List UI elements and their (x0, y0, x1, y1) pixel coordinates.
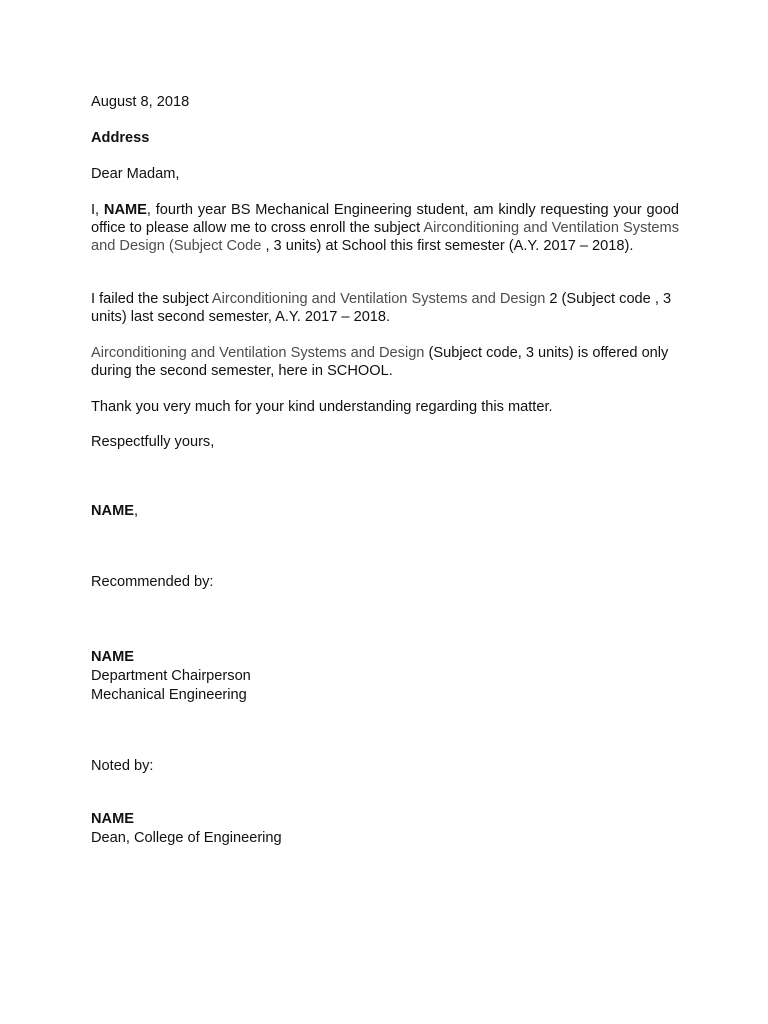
subject-name: Airconditioning and Ventilation Systems and Design (91, 220, 679, 254)
para1-text: , fourth year BS Mechanical Engineering student, am kindly requesting your good office to please allow me to cross enroll the subject (91, 202, 679, 236)
noter-title: Dean, College of Engineering (91, 830, 282, 846)
sender-suffix: , (133, 503, 139, 519)
salutation: Dear Madam, (91, 166, 180, 182)
paragraph-offered (91, 344, 679, 380)
paragraph-request (91, 201, 679, 255)
address-label: Address (91, 130, 150, 146)
noted-label: Noted by: (91, 758, 154, 774)
subject-name: Airconditioning and Ventilation Systems and Design (211, 291, 546, 307)
recommended-label: Recommended by: (91, 574, 214, 590)
student-name: NAME (103, 202, 147, 218)
noter-name: NAME (91, 811, 134, 827)
subject-name: Airconditioning and Ventilation Systems and Design (91, 345, 425, 361)
para2-text: I failed the subject (91, 291, 212, 307)
sender-signature (91, 502, 679, 520)
para3-text: (Subject code, 3 units) is offered only during the second semester, here in SCHOOL. (91, 345, 669, 379)
para1-text-end: , 3 units) at School this first semester (A.Y. 2017 – 2018). (265, 238, 634, 254)
noter-block (91, 810, 679, 847)
paragraph-failed (91, 290, 679, 326)
para1-prefix: I, (91, 202, 104, 218)
recommender-department: Mechanical Engineering (91, 687, 247, 703)
thanks-line: Thank you very much for your kind understanding regarding this matter. (91, 399, 553, 415)
para2-text-end: 2 (Subject code , 3 units) last second semester, A.Y. 2017 – 2018. (91, 291, 672, 325)
closing-line: Respectfully yours, (91, 434, 215, 450)
recommender-block (91, 648, 679, 704)
sender-name: NAME (91, 503, 134, 519)
subject-code: (Subject Code (164, 238, 266, 254)
recommender-title: Department Chairperson (91, 668, 251, 684)
recommender-name: NAME (91, 649, 134, 665)
letter-date: August 8, 2018 (91, 94, 190, 110)
